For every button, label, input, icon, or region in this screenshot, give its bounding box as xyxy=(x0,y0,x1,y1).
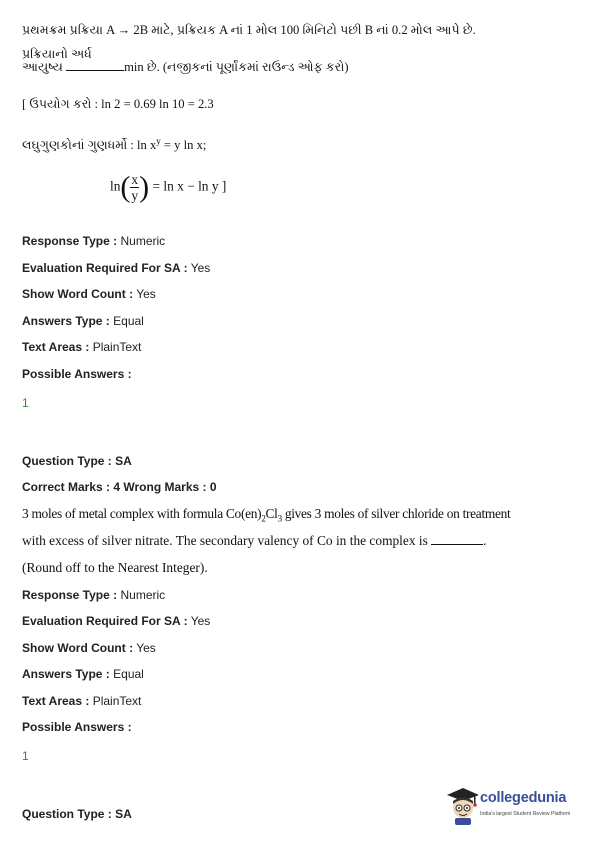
left-paren: ( xyxy=(120,170,131,204)
q1-answers-type xyxy=(22,314,144,328)
q2-line-1 xyxy=(22,502,511,531)
q2-line-3: (Round off to the Nearest Integer). xyxy=(22,560,208,575)
q1-frac-rhs: = ln x − ln y ] xyxy=(152,178,227,194)
q2-line-2-end: . xyxy=(483,533,487,548)
q1-possible-answers-label xyxy=(22,367,132,381)
q1-answer-blank xyxy=(66,58,124,71)
q1-log-lhs: ln x xyxy=(137,138,157,153)
q1-frac-num: x xyxy=(131,172,139,187)
value: Numeric xyxy=(120,234,166,248)
value: Equal xyxy=(113,667,144,681)
label: Show Word Count : xyxy=(22,287,134,301)
label: Possible Answers : xyxy=(22,720,132,734)
q2-text-a: 3 moles of metal complex with formula Co(en) xyxy=(22,506,262,521)
q2-line-2 xyxy=(22,529,487,553)
q1-response-type xyxy=(22,234,165,248)
label: Possible Answers : xyxy=(22,367,132,381)
q1-line-2-prefix: આયુષ્ય xyxy=(22,60,63,74)
label: Question Type : SA xyxy=(22,807,132,821)
q2-response-type xyxy=(22,588,165,602)
q1-line-2-suffix: min છે. (નજીકનાં પૂર્ણાંકમાં રાઉન્ડ ઓફ કરો) xyxy=(124,60,349,74)
q2-sub-2: 2 xyxy=(261,513,266,524)
label: Response Type : xyxy=(22,234,118,248)
value: Equal xyxy=(113,314,144,328)
q1-log-rhs: = y ln x; xyxy=(160,138,207,153)
label: Answers Type : xyxy=(22,667,110,681)
q1-line-1: પ્રથમક્રમ પ્રક્રિયા A → 2B માટે, પ્રક્રિયક A નાં 1 મોલ 100 મિનિટો પછી B નાં 0.2 મોલ આપે છે. પ્રક્રિયાનો અર્ધ xyxy=(22,23,476,61)
q1-possible-answer-value: 1 xyxy=(22,396,29,410)
q1-hint-line: [ ઉપયોગ કરો : ln 2 = 0.69 ln 10 = 2.3 xyxy=(22,97,214,111)
q1-fraction xyxy=(130,172,139,203)
q2-possible-answers-label xyxy=(22,720,132,734)
label: Answers Type : xyxy=(22,314,110,328)
label: Text Areas : xyxy=(22,340,90,354)
q2-line-2-text: with excess of silver nitrate. The secondary valency of Co in the complex is xyxy=(22,533,432,548)
q1-log-rule xyxy=(22,129,472,157)
q2-answer-blank xyxy=(431,532,483,545)
q2-text-c: gives 3 moles of silver chloride on treatment xyxy=(281,506,511,521)
value: Yes xyxy=(136,287,156,301)
label: Response Type : xyxy=(22,588,118,602)
q2-answers-type xyxy=(22,667,144,681)
value: Yes xyxy=(136,641,156,655)
value: PlainText xyxy=(92,340,142,354)
q1-log-exp: y xyxy=(156,136,161,146)
q2-show-word-count xyxy=(22,641,156,655)
q1-log-prefix: લઘુગુણકોનાં ગુણધર્મો : xyxy=(22,138,138,153)
q2-possible-answer-value: 1 xyxy=(22,749,29,763)
q1-line-2 xyxy=(22,55,472,79)
collegedunia-logo xyxy=(446,786,586,826)
value: Yes xyxy=(190,261,211,275)
value: Numeric xyxy=(120,588,166,602)
q2-text-areas xyxy=(22,694,141,708)
q2-marks xyxy=(22,480,217,494)
q2-question-type xyxy=(22,454,132,468)
label: Correct Marks : 4 Wrong Marks : 0 xyxy=(22,480,217,494)
q2-sub-3: 3 xyxy=(277,513,282,524)
value: Yes xyxy=(190,614,211,628)
q1-evaluation-required xyxy=(22,261,210,275)
q1-show-word-count xyxy=(22,287,156,301)
right-paren: ) xyxy=(139,170,150,204)
q2-evaluation-required xyxy=(22,614,210,628)
label: Evaluation Required For SA : xyxy=(22,261,188,275)
q3-question-type xyxy=(22,807,132,821)
q1-log-quotient-rule xyxy=(110,172,226,203)
value: PlainText xyxy=(92,694,142,708)
label: Text Areas : xyxy=(22,694,90,708)
q1-text-areas xyxy=(22,340,141,354)
label: Question Type : SA xyxy=(22,454,132,468)
brand-tagline: India's largest Student Review Platform xyxy=(480,811,571,817)
label: Show Word Count : xyxy=(22,641,134,655)
q1-frac-den: y xyxy=(131,188,139,203)
q2-text-b: Cl xyxy=(265,506,278,521)
brand-name: collegedunia xyxy=(480,790,567,806)
q1-ln-label: ln xyxy=(110,178,121,194)
graduate-mascot-icon xyxy=(446,786,480,826)
label: Evaluation Required For SA : xyxy=(22,614,188,628)
